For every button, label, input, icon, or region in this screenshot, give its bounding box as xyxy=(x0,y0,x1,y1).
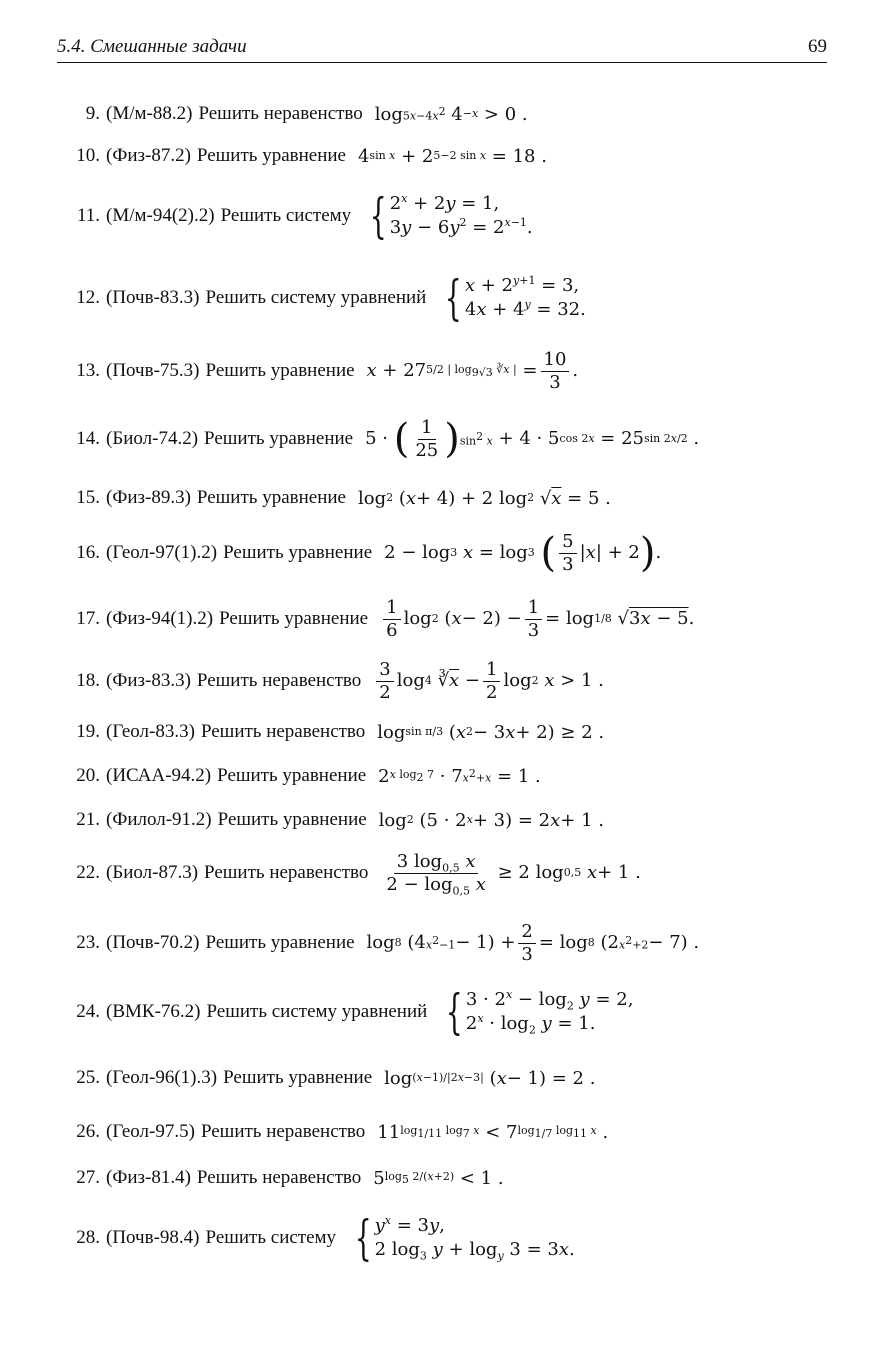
formula-system: { $x + 2^{y+1} = 3$, $4x + 4^y = 32$. xyxy=(445,270,586,326)
problem-18 xyxy=(60,660,850,703)
problem-number: 9. xyxy=(85,103,100,124)
problem-number: 23. xyxy=(76,931,100,953)
problem-number: 26. xyxy=(76,1121,100,1142)
problem-source: (ВМК-76.2) xyxy=(106,1000,201,1022)
formula: $\frac{1}{6}$ log 2 ( x − 2) − $\frac{1}{3}$ = log 1/8 √ 3x − 5 . xyxy=(380,598,694,641)
formula: log (x−1)/|2x−3| ( x − 1) = 2 . xyxy=(384,1067,596,1089)
problem-source: (Геол-83.3) xyxy=(106,721,195,742)
problem-9 xyxy=(60,104,850,125)
problem-14 xyxy=(60,418,850,461)
formula-system: { $y^x = 3y$, 2 $\log_3 y + \log_y 3 = 3x$. xyxy=(354,1210,575,1266)
problem-source: (Геол-96(1).3) xyxy=(106,1067,218,1088)
problem-number: 14. xyxy=(76,427,100,449)
problem-source: (Биол-87.3) xyxy=(106,861,199,883)
problem-source: (Биол-74.2) xyxy=(106,427,199,449)
problem-source: (ИСАА-94.2) xyxy=(106,765,212,786)
problem-15 xyxy=(60,488,850,509)
problem-source: (Физ-87.2) xyxy=(106,145,191,166)
formula: 11 $\log_{1/11} \log_7 x$ < 7 $\log_{1/7} \log_{11} x$ . xyxy=(377,1121,609,1143)
problem-source: (Почв-75.3) xyxy=(106,359,200,381)
problem-number: 19. xyxy=(76,721,100,742)
problem-statement: Решить уравнение xyxy=(217,765,367,786)
problem-source: (Филол-91.2) xyxy=(106,809,212,830)
formula: log $5x-4x^2$ 4 −x > 0 . xyxy=(374,103,528,125)
problem-27 xyxy=(60,1168,850,1189)
problem-source: (Геол-97(1).2) xyxy=(106,541,218,563)
page-header xyxy=(57,36,827,63)
formula: log 2 (5 · 2 x + 3) = 2 x + 1 . xyxy=(378,809,604,831)
problem-21 xyxy=(60,810,850,831)
problem-statement: Решить систему xyxy=(220,204,352,226)
problem-number: 10. xyxy=(76,145,100,166)
problem-statement: Решить неравенство xyxy=(204,861,369,883)
formula: log 2 ( x + 4) + 2 log 2 √ x = 5 . xyxy=(357,487,611,509)
problem-number: 22. xyxy=(76,861,100,883)
problem-10 xyxy=(60,146,850,167)
problem-13 xyxy=(60,350,850,393)
problem-statement: Решить уравнение xyxy=(205,359,355,381)
problem-source: (Почв-70.2) xyxy=(106,931,200,953)
problem-statement: Решить уравнение xyxy=(219,607,369,629)
problem-16 xyxy=(60,532,850,575)
problem-statement: Решить уравнение xyxy=(223,1067,373,1088)
problem-19 xyxy=(60,722,850,743)
problem-statement: Решить неравенство xyxy=(196,1167,362,1188)
problem-statement: Решить уравнение xyxy=(196,145,346,166)
formula: log 8 (4 $x^2-1$ − 1) + $\frac{2}{3}$ = log 8 (2 $x^2+2$ − 7) . xyxy=(366,921,700,965)
problem-source: (Физ-83.3) xyxy=(106,669,191,691)
problem-number: 13. xyxy=(76,359,100,381)
formula-system: { $3 \cdot 2^x - \log_2 y = 2$, $2^x \cdot \log_2 y = 1$. xyxy=(446,984,634,1040)
formula: log sin π/3 ( x 2 − 3 x + 2) ≥ 2 . xyxy=(377,721,605,743)
problem-number: 16. xyxy=(76,541,100,563)
problem-source: (Физ-81.4) xyxy=(106,1167,191,1188)
problem-12 xyxy=(60,270,850,326)
problem-statement: Решить неравенство xyxy=(200,1121,366,1142)
problem-24 xyxy=(60,984,850,1040)
problem-source: (Почв-83.3) xyxy=(106,286,200,308)
brace-icon: { xyxy=(445,270,463,326)
problem-statement: Решить систему уравнений xyxy=(206,1000,428,1022)
formula: 5 $\log_5 2/(x+2)$ < 1 . xyxy=(373,1167,504,1189)
problem-number: 18. xyxy=(76,669,100,691)
problem-source: (М/м-94(2).2) xyxy=(106,204,215,226)
problem-23 xyxy=(60,922,850,965)
problem-source: (Физ-89.3) xyxy=(106,487,191,508)
problem-number: 15. xyxy=(76,487,100,508)
problem-22 xyxy=(60,851,850,898)
brace-icon: { xyxy=(446,984,463,1040)
problem-statement: Решить систему уравнений xyxy=(205,286,427,308)
problem-11 xyxy=(60,188,850,244)
problem-statement: Решить уравнение xyxy=(217,809,367,830)
problem-statement: Решить уравнение xyxy=(205,931,355,953)
problem-statement: Решить неравенство xyxy=(196,669,362,691)
problem-number: 27. xyxy=(76,1167,100,1188)
problem-statement: Решить неравенство xyxy=(200,721,366,742)
formula: x + 27 5/2 | $\log_{9√3}$ ∛x | = $\frac{10}{3}$ . xyxy=(366,349,579,393)
formula: $\frac{3}{2}$ log 4 ∛ $\overline{x}$ − $\frac{1}{2}$ log 2 x > 1 . xyxy=(373,660,604,703)
formula: 4 sin x + 2 5−2 sin x = 18 . xyxy=(357,145,547,167)
problem-number: 20. xyxy=(76,765,100,786)
problem-number: 25. xyxy=(76,1067,100,1088)
formula: 5 · ( $\frac{1}{25}$ ) $\sin^2 x$ + 4 · 5 cos 2x = 25 sin 2x/2 . xyxy=(365,416,700,463)
problem-number: 12. xyxy=(76,286,100,308)
formula-system: { $2^x + 2y = 1$, $3y - 6y^2 = 2^{x-1}$. xyxy=(370,188,533,244)
problem-statement: Решить уравнение xyxy=(204,427,354,449)
problem-source: (М/м-88.2) xyxy=(106,103,193,124)
brace-icon: { xyxy=(370,188,387,244)
problem-source: (Геол-97.5) xyxy=(106,1121,195,1142)
brace-icon: { xyxy=(354,1210,372,1266)
problem-source: (Почв-98.4) xyxy=(106,1226,200,1248)
problem-number: 21. xyxy=(76,809,100,830)
problem-statement: Решить систему xyxy=(205,1226,337,1248)
problem-number: 17. xyxy=(76,607,100,629)
problem-17 xyxy=(60,598,850,641)
page-number: 69 xyxy=(808,36,827,57)
problem-source: (Физ-94(1).2) xyxy=(106,607,214,629)
problem-26 xyxy=(60,1122,850,1143)
formula: $\frac{3 \log_{0,5} x}{2 - \log_{0,5} x}$ ≥ 2 log 0,5 x + 1 . xyxy=(386,851,641,898)
section-title: 5.4. Смешанные задачи xyxy=(57,36,247,57)
problem-number: 11. xyxy=(76,204,100,226)
problem-number: 24. xyxy=(76,1000,100,1022)
problem-28 xyxy=(60,1210,850,1266)
problem-number: 28. xyxy=(76,1226,100,1248)
problem-25 xyxy=(60,1068,850,1089)
problem-statement: Решить уравнение xyxy=(196,487,346,508)
formula: 2 x $\log_2 7$ · 7 $x^2+x$ = 1 . xyxy=(378,765,541,787)
problem-20 xyxy=(60,766,850,787)
problem-statement: Решить уравнение xyxy=(223,541,373,563)
problem-statement: Решить неравенство xyxy=(198,103,363,124)
formula: 2 − log 3 x = log 3 ( $\frac{5}{3}$ | x | + 2 ) . xyxy=(384,530,662,577)
